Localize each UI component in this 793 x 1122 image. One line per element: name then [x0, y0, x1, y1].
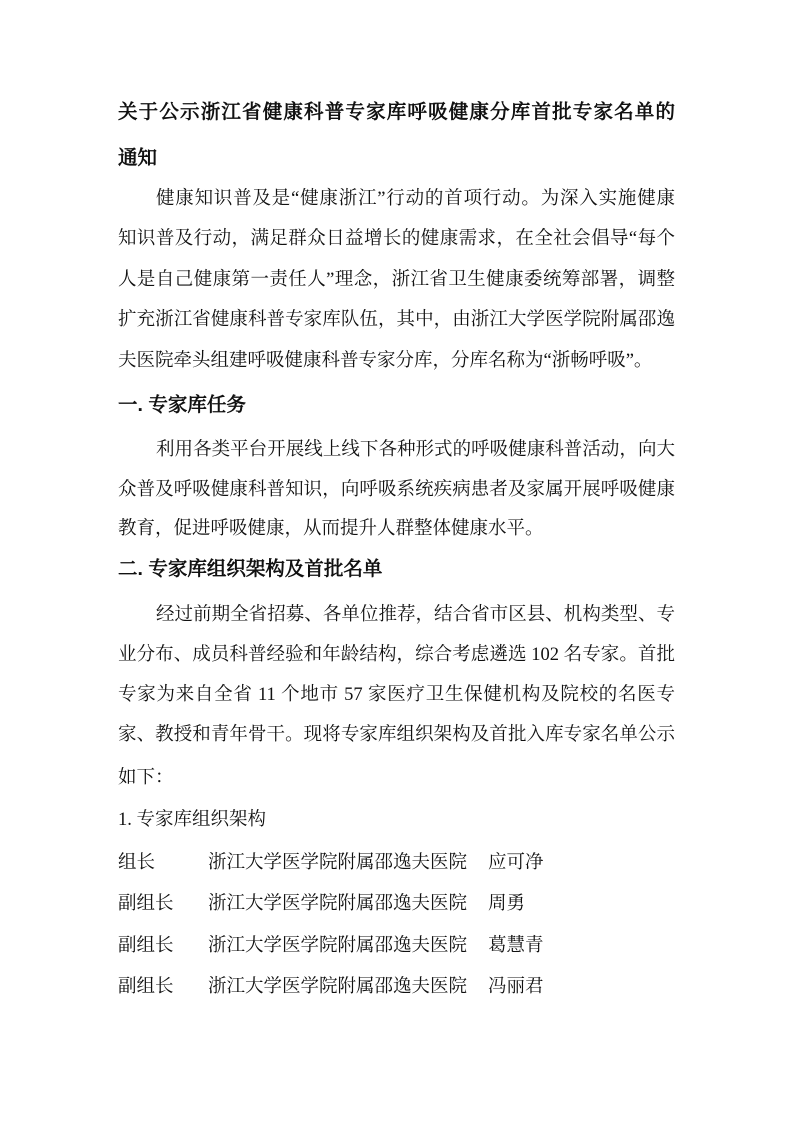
section-2-body-line: 经过前期全省招募、各单位推荐，结合省市区县、机构类型、专 — [156, 605, 675, 625]
subsection-1-heading: 1. 专家库组织架构 — [118, 810, 267, 830]
section-2-body-line: 专家为来自全省 11 个地市 57 家医疗卫生保健机构及院校的名医专 — [118, 685, 675, 705]
doc-title-line-2: 通知 — [118, 147, 158, 169]
member-name: 葛慧青 — [488, 936, 544, 956]
section-1-body-line: 利用各类平台开展线上线下各种形式的呼吸健康科普活动，向大 — [156, 440, 675, 460]
role-label: 副组长 — [118, 977, 174, 997]
section-2-body-line: 业分布、成员科普经验和年龄结构，综合考虑遴选 102 名专家。首批 — [118, 645, 675, 665]
section-2-heading: 二. 专家库组织架构及首批名单 — [118, 558, 383, 580]
intro-paragraph-line: 健康知识普及是“健康浙江”行动的首项行动。为深入实施健康 — [156, 189, 675, 209]
org-name: 浙江大学医学院附属邵逸夫医院 — [208, 894, 468, 914]
role-label: 副组长 — [118, 936, 174, 956]
intro-paragraph-line: 知识普及行动，满足群众日益增长的健康需求，在全社会倡导“每个 — [118, 229, 675, 249]
member-name: 冯丽君 — [488, 977, 544, 997]
role-label: 副组长 — [118, 894, 174, 914]
member-name: 周勇 — [488, 894, 526, 914]
section-2-body-line: 如下： — [118, 768, 174, 788]
org-name: 浙江大学医学院附属邵逸夫医院 — [208, 936, 468, 956]
section-1-body-line: 教育，促进呼吸健康，从而提升人群整体健康水平。 — [118, 519, 544, 539]
intro-paragraph-line: 人是自己健康第一责任人”理念，浙江省卫生健康委统筹部署，调整 — [118, 270, 675, 290]
role-label: 组长 — [118, 853, 156, 873]
intro-paragraph-line: 扩充浙江省健康科普专家库队伍，其中，由浙江大学医学院附属邵逸 — [118, 310, 675, 330]
intro-paragraph-line: 夫医院牵头组建呼吸健康科普专家分库，分库名称为“浙畅呼吸”。 — [118, 351, 653, 371]
section-1-body-line: 众普及呼吸健康科普知识，向呼吸系统疾病患者及家属开展呼吸健康 — [118, 480, 675, 500]
section-2-body-line: 家、教授和青年骨干。现将专家库组织架构及首批入库专家名单公示 — [118, 725, 675, 745]
org-name: 浙江大学医学院附属邵逸夫医院 — [208, 977, 468, 997]
section-1-heading: 一. 专家库任务 — [118, 394, 246, 416]
member-name: 应可净 — [488, 853, 544, 873]
doc-title-line-1: 关于公示浙江省健康科普专家库呼吸健康分库首批专家名单的 — [118, 101, 675, 123]
org-name: 浙江大学医学院附属邵逸夫医院 — [208, 853, 468, 873]
